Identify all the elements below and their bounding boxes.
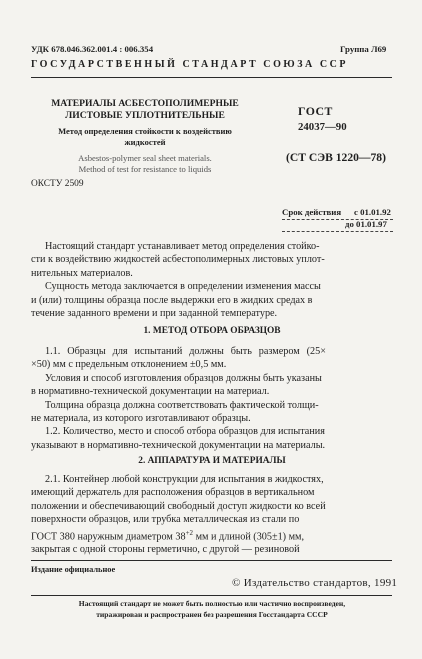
intro-p1-line1: Настоящий стандарт устанавливает метод определения стойко- — [45, 241, 320, 252]
s2-p1-line3: положении и обеспечивающий свободный доступ жидкости ко всей — [31, 500, 326, 512]
s2-p1-line6: закрытая с одной стороны герметично, с другой — резиновой — [31, 544, 300, 556]
s1-p4-line2: указывают в нормативно-технической документации на материалы. — [31, 439, 326, 451]
s2-p1-line1: 2.1. Контейнер любой конструкции для испытания в жидкостях, — [45, 474, 324, 485]
s1-p3-line2: не материала, из которого изготавливают образцы. — [31, 413, 251, 425]
s2-p1-line5 — [31, 527, 393, 544]
s1-p3-line1: Толщина образца должна соответствовать фактической толщи- — [45, 399, 319, 411]
subtitle-line-2: жидкостей — [124, 137, 166, 147]
section-2-text — [31, 473, 393, 557]
intro-p1-line2: сти к воздействию жидкостей асбестополимерных листовых уплот- — [31, 254, 325, 266]
intro-p2-line1: Сущность метода заключается в определении изменения массы — [45, 281, 321, 293]
section-2-heading: 2. АППАРАТУРА И МАТЕРИАЛЫ — [138, 456, 286, 466]
intro-p2-line2: и (или) толщины образца после выдержки его в жидких средах в — [31, 294, 313, 306]
reproduction-notice-line1: Настоящий стандарт не может быть полностью или частично воспроизведен, — [78, 599, 346, 608]
reproduction-notice-line2: тиражирован и распространен без разрешения Госстандарта СССР — [96, 610, 328, 619]
validity-label: Срок действия — [282, 207, 342, 217]
intro-p2-line3: течение заданного времени и при заданной температуре. — [31, 308, 278, 320]
validity-to: до 01.01.97 — [345, 219, 387, 229]
footer-rule — [31, 560, 392, 561]
group-code: Группа Л69 — [340, 44, 387, 54]
s2-line5-start: ГОСТ 380 наружным диаметром 38 — [31, 531, 186, 543]
intro-p1-line3: нительных материалов. — [31, 267, 133, 279]
st-sev-number: (СТ СЭВ 1220—78) — [286, 151, 386, 164]
s2-p1-line4: поверхности образцов, или трубка металлическая из стали по — [31, 514, 300, 526]
s1-p4-line1: 1.2. Количество, место и способ отбора образцов для испытания — [45, 426, 325, 438]
subtitle-line-1: Метод определения стойкости к воздействию — [58, 126, 232, 136]
notice-rule — [31, 595, 392, 596]
official-edition: Издание официальное — [31, 565, 116, 574]
gost-number: 24037—90 — [298, 121, 347, 133]
title-line-1: МАТЕРИАЛЫ АСБЕСТОПОЛИМЕРНЫЕ — [51, 98, 239, 109]
okstu-code: ОКСТУ 2509 — [31, 179, 84, 189]
validity-from: с 01.01.92 — [354, 207, 391, 217]
udc-code: УДК 678.046.362.001.4 : 006.354 — [31, 44, 154, 54]
s1-p1-line1: 1.1. Образцы для испытаний должны быть размером (25× — [45, 346, 326, 357]
section-1-text — [31, 345, 393, 452]
copyright-notice: © Издательство стандартов, 1991 — [232, 577, 398, 589]
english-title-line-1: Asbestos-polymer seal sheet materials. — [78, 153, 212, 163]
english-title-line-2: Method of test for resistance to liquids — [78, 164, 212, 174]
header-rule — [31, 77, 392, 78]
diameter-tolerance: +2 — [185, 528, 194, 537]
s1-p2-line1: Условия и способ изготовления образцов должны быть указаны — [45, 372, 322, 384]
title-line-2: ЛИСТОВЫЕ УПЛОТНИТЕЛЬНЫЕ — [65, 110, 225, 121]
intro-text — [31, 240, 393, 320]
s1-p2-line2: в нормативно-технической документации на материал. — [31, 386, 270, 398]
s2-line5-end: мм и длиной (305±1) мм, — [193, 531, 305, 543]
s1-p1-line2: ×50) мм с предельным отклонением ±0,5 мм. — [31, 359, 227, 371]
gost-label: ГОСТ — [298, 104, 333, 118]
validity-rule-2 — [282, 231, 393, 232]
section-1-heading: 1. МЕТОД ОТБОРА ОБРАЗЦОВ — [143, 326, 281, 336]
state-standard-banner: ГОСУДАРСТВЕННЫЙ СТАНДАРТ СОЮЗА ССР — [31, 59, 349, 70]
s2-p1-line2: имеющий держатель для расположения образцов в вертикальном — [31, 487, 315, 499]
